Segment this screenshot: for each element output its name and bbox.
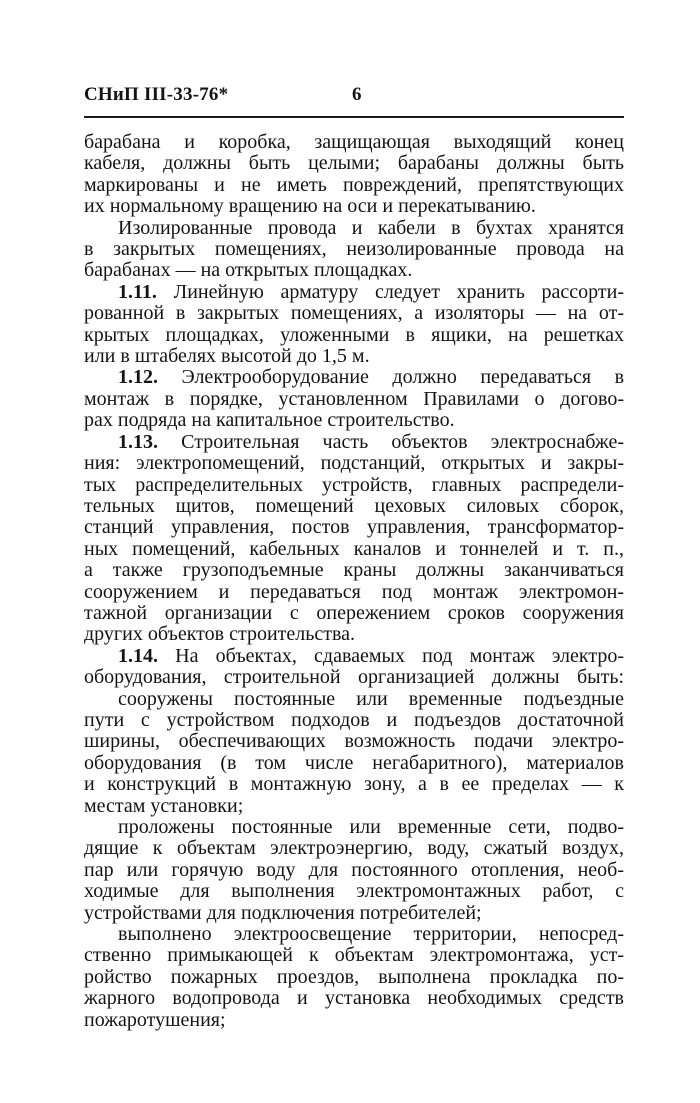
text-line-content: На объектах, сдаваемых под монтаж электро- [175,644,624,667]
text-line: дящие к объектам электроэнергию, воду, сжатый воздух, [84,837,624,860]
text-line: рах подряда на капитальное строительство. [84,409,455,432]
text-line: Изолированные провода и кабели в бухтах хранятся [118,216,624,239]
text-line: монтаж в порядке, установленном Правилами о догово- [84,387,624,410]
list-item [84,817,624,924]
text-line: барабанах — на открытых площадках. [84,259,413,282]
text-line [84,432,624,453]
header-rule [84,116,624,118]
section-number: 1.13. [118,430,158,453]
text-line: в закрытых помещениях, неизолированные провода на [84,238,624,261]
text-line: сооружены постоянные или временные подъездные [118,687,624,710]
text-line: тых распределительных устройств, главных распредели- [84,473,624,496]
text-line: или в штабелях высотой до 1,5 м. [84,345,370,368]
text-line: местам установки; [84,794,244,817]
text-line: маркированы и не иметь повреждений, препятствующих [84,173,624,196]
text-line: выполнено электроосвещение территории, непосред- [118,923,624,946]
text-line-content: Электрооборудование должно передаваться в [181,366,625,389]
paragraph-1-13 [84,432,624,646]
text-line [84,646,624,667]
text-line: пути с устройством подходов и подъездов достаточной [84,708,624,731]
paragraph-1-12 [84,367,624,431]
text-line: барабана и коробка, защищающая выходящий конец [84,131,624,153]
text-line: тельных щитов, помещений цеховых силовых сборок, [84,494,624,517]
text-line: крытых площадках, уложенными в ящики, на решетках [84,323,624,346]
text-line: проложены постоянные или временные сети, подво- [118,816,624,838]
page-number: 6 [352,84,362,105]
text-line: станций управления, постов управления, трансформатор- [84,516,624,539]
text-line: оборудования (в том числе негабаритного), материалов [84,751,624,774]
text-line: ственно примыкающей к объектам электромонтажа, уст- [84,944,624,967]
text-line: кабеля, должны быть целыми; барабаны должны быть [84,152,624,175]
text-line [84,282,624,303]
text-line: ния: электропомещений, подстанций, открытых и закры- [84,452,624,475]
text-line: оборудования, строительной организацией должны быть: [84,666,624,689]
text-line [84,367,624,388]
section-number: 1.12. [118,366,158,389]
paragraph-1-11 [84,282,624,368]
text-line: рованной в закрытых помещениях, а изоляторы — на от- [84,302,624,325]
text-line: сооружением и передаваться под монтаж электромон- [84,580,624,603]
text-line: ных помещений, кабельных каналов и тоннелей и т. п., [84,537,624,560]
text-line: других объектов строительства. [84,623,356,646]
text-line: их нормальному вращению на оси и перекатыванию. [84,195,536,218]
body-text [84,132,624,1031]
text-line-content: Строительная часть объектов электроснабже- [181,430,624,453]
text-line: жарного водопровода и установка необходимых средств [84,987,624,1010]
list-item [84,924,624,1031]
section-number: 1.14. [118,644,158,667]
text-line-content: Линейную арматуру следует хранить рассорти- [173,280,625,303]
text-line: ройство пожарных проездов, выполнена прокладка по- [84,965,624,988]
section-number: 1.11. [118,280,157,303]
text-line: а также грузоподъемные краны должны заканчиваться [84,559,624,582]
list-item [84,689,624,817]
paragraph [84,132,624,218]
page-header [84,84,624,116]
text-line: тажной организации с опережением сроков сооружения [84,601,624,624]
document-code: СНиП III-33-76* [84,84,229,105]
text-line: ширины, обеспечивающих возможность подачи электро- [84,730,624,753]
text-line: ходимые для выполнения электромонтажных работ, с [84,880,624,903]
paragraph [84,218,624,282]
text-line: и конструкций в монтажную зону, а в ее пределах — к [84,773,624,796]
text-line: пожаротушения; [84,1008,226,1031]
paragraph-1-14 [84,646,624,689]
text-line: пар или горячую воду для постоянного отопления, необ- [84,858,624,881]
text-line: устройствами для подключения потребителей; [84,901,482,924]
